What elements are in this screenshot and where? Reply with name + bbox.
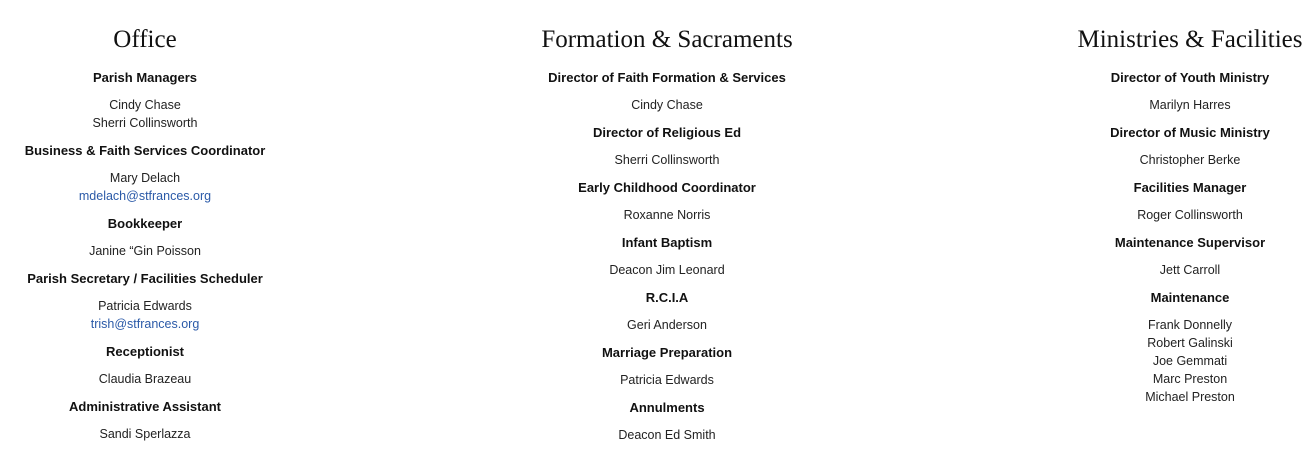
people-list [1040, 96, 1311, 114]
people-list [522, 371, 812, 389]
people-list [0, 425, 290, 443]
role-heading: Director of Music Ministry [1110, 125, 1270, 140]
role-heading: Director of Youth Ministry [1110, 70, 1270, 85]
person-name: Marc Preston [1152, 372, 1228, 386]
people-list [1040, 151, 1311, 169]
person-name: Jett Carroll [1159, 263, 1221, 277]
person-name: Patricia Edwards [620, 373, 714, 387]
person-name: Michael Preston [1145, 390, 1235, 404]
office-column [0, 24, 290, 453]
people-list [1040, 261, 1311, 279]
person-name: Robert Galinski [1147, 336, 1233, 350]
ministries-sections [1040, 69, 1311, 406]
people-list [522, 426, 812, 444]
person-name: Deacon Ed Smith [618, 428, 716, 442]
role-heading: Facilities Manager [1133, 180, 1247, 195]
people-list [1040, 316, 1311, 406]
role-heading: Administrative Assistant [69, 399, 221, 414]
people-list [522, 151, 812, 169]
person-name: Claudia Brazeau [98, 372, 192, 386]
person-name: Frank Donnelly [1147, 318, 1233, 332]
people-list [0, 242, 290, 260]
role-heading: Marriage Preparation [601, 345, 733, 360]
formation-column [522, 24, 812, 454]
people-list [0, 169, 290, 205]
person-name: Marilyn Harres [1149, 98, 1231, 112]
people-list [522, 261, 812, 279]
office-sections [0, 69, 290, 443]
person-name: Deacon Jim Leonard [609, 263, 725, 277]
office-heading: Office [113, 26, 177, 53]
people-list [0, 297, 290, 333]
people-list [522, 206, 812, 224]
role-heading: Maintenance Supervisor [1114, 235, 1266, 250]
email-link[interactable]: mdelach@stfrances.org [78, 189, 212, 203]
role-heading: Early Childhood Coordinator [578, 180, 756, 195]
people-list [0, 370, 290, 388]
people-list [522, 96, 812, 114]
person-name: Sherri Collinsworth [614, 153, 720, 167]
formation-sections [522, 69, 812, 444]
role-heading: R.C.I.A [645, 290, 689, 305]
ministries-heading: Ministries & Facilities [1077, 26, 1303, 53]
formation-heading: Formation & Sacraments [541, 26, 793, 53]
person-name: Cindy Chase [109, 98, 181, 112]
ministries-column [1040, 24, 1311, 416]
people-list [1040, 206, 1311, 224]
people-list [0, 96, 290, 132]
person-name: Patricia Edwards [98, 299, 192, 313]
people-list [522, 316, 812, 334]
role-heading: Infant Baptism [621, 235, 713, 250]
person-name: Joe Gemmati [1152, 354, 1228, 368]
role-heading: Bookkeeper [107, 216, 183, 231]
person-name: Janine “Gin Poisson [89, 244, 201, 258]
role-heading: Receptionist [105, 344, 184, 359]
role-heading: Parish Managers [92, 70, 198, 85]
person-name: Roger Collinsworth [1137, 208, 1243, 222]
person-name: Mary Delach [109, 171, 181, 185]
role-heading: Director of Faith Formation & Services [548, 70, 786, 85]
person-name: Sherri Collinsworth [92, 116, 198, 130]
role-heading: Director of Religious Ed [592, 125, 742, 140]
person-name: Geri Anderson [627, 318, 707, 332]
person-name: Sandi Sperlazza [99, 427, 191, 441]
role-heading: Parish Secretary / Facilities Scheduler [27, 271, 263, 286]
email-link[interactable]: trish@stfrances.org [90, 317, 200, 331]
person-name: Christopher Berke [1139, 153, 1241, 167]
role-heading: Business & Faith Services Coordinator [24, 143, 266, 158]
person-name: Cindy Chase [631, 98, 703, 112]
role-heading: Maintenance [1150, 290, 1230, 305]
role-heading: Annulments [629, 400, 705, 415]
person-name: Roxanne Norris [623, 208, 711, 222]
